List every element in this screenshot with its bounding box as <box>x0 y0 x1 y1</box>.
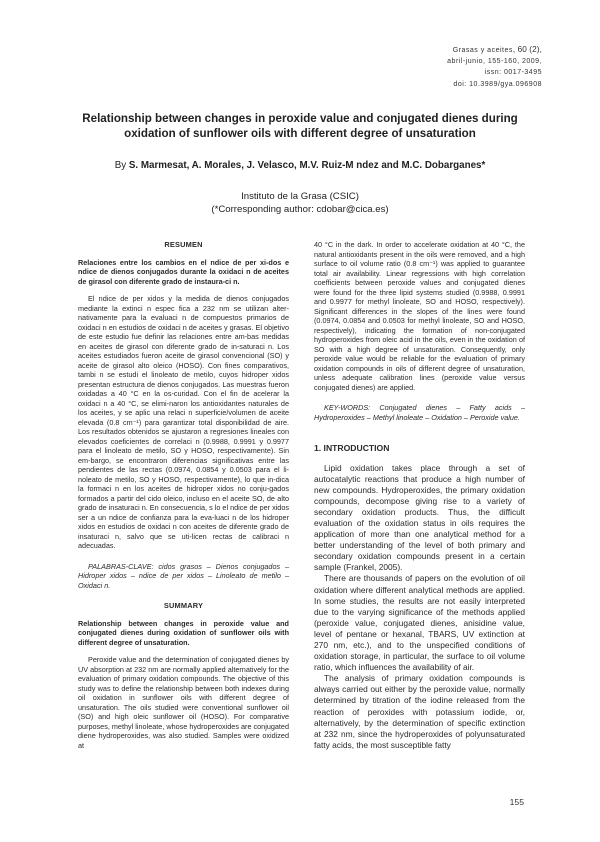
authors-names: S. Marmesat, A. Morales, J. Velasco, M.V. Ruiz-M ndez and M.C. Dobarganes* <box>128 160 486 171</box>
journal-doi: doi: 10.3989/gya.096908 <box>453 80 542 88</box>
journal-issue: abril-junio, 155-160, 2009, <box>447 58 542 66</box>
page-number: 155 <box>509 797 524 807</box>
resumen-body: El ndice de per xidos y la medida de dienos conjugados mediante la extinci n espec fica a 232 nm se utilizan alter-nativamente para la evaluaci n de compuestos primarios de oxidaci n en estudios de oxidaci n de aceites y grasas. El objetivo de este estudio fue definir las relaciones entre am-bas medidas en aceites de girasol con diferente grado de in-saturaci n. Los aceites estudiados fueron aceite de girasol convencional (SO) y aceite de girasol alto oleico (HOSO). Con fines comparativos, tambi n se estudi el linoleato de metilo, cuyos hidroper xidos presentan estructura de dienos conjugados. Las muestras fueron oxidadas a 40 °C en la os-curidad. Con el fin de acelerar la oxidaci n a 40 °C, se elimi-naron los antioxidantes naturales de los aceites, y se aplic una relaci n superficie/volumen de aceite elevada (0.8 cm⁻¹) para garantizar total disponibilidad de aire. Los resultados obtenidos se ajustaron a regresiones lineales con elevados coeficientes de correlaci n (0.9988, 0.9991 y 0.9977 para el linoleato de metilo, SO y HOSO, respectivamente). Sin em-bargo, se encontraron diferencias significativas entre las pendientes de las rectas (0.0974, 0.0854 y 0.0503 para el li-noleato de metilo, SO y HOSO, respectivamente), lo que in-dica la formaci n en los aceites de hidroper xidos no conju-gados formados a partir del cido oleico, incluso en el aceite SO, de alto grado de insaturaci n. En consecuencia, s lo el ndice de per xidos ser a un ndice de confianza para la eva-luaci n de los hidroper xidos en estudios de oxidaci n con aceites de diferente grado de insaturaci n, salvo que se uti-licen rectas de calibraci n adecuadas. <box>78 294 289 550</box>
corresponding-author: (*Corresponding author: cdobar@cica.es) <box>211 203 389 215</box>
paper-title: Relationship between changes in peroxide value and conjugated dienes during oxidation of sunflower oils with different degree of unsaturation <box>82 112 518 140</box>
authors <box>60 160 540 171</box>
summary-body-left: Peroxide value and the determination of conjugated dienes by UV absorption at 232 nm are normally applied alternatively for the evaluation of primary oxidation compounds. The objective of this study was to define the relationship between both indexes during oil oxidation in sunflower oils with different degree of unsaturation. The oils studied were conventional sunflower oil (SO) and high oleic sunflower oil (HOSO). For comparative purposes, methyl linoleate, whose hydroperoxides are conjugated diene hydroperoxides, was also studied. Samples were oxidized at <box>78 655 289 750</box>
introduction-paragraph: There are thousands of papers on the evolution of oil oxidation where different analytical methods are applied. In some studies, the results are not easily interpreted due to the varying significance of the methods applied (peroxide value, conjugated dienes, anisidine value, level of pentane or hexanal, TBARS, UV extinction at 270 nm, etc.), and to the unspecified conditions of oxidation storage, in particular, the surface to oil volume ratio, which influences the availability of air. <box>314 573 525 673</box>
introduction-paragraph: Lipid oxidation takes place through a set of autocatalytic reactions that produce a high number of new compounds. Hydroperoxides, the primary oxidation compounds, decompose giving rise to a variety of secondary oxidation products. Thus, the difficult evaluation of the oxidation status in oils requires the application of more than one analytical method for a better understanding of the level of both primary and secondary oxidation compounds present in a certain sample (Frankel, 2005). <box>314 462 525 573</box>
right-column <box>314 240 525 751</box>
authors-prefix: By <box>114 160 127 171</box>
journal-header: Grasas y aceites, 60 (2), abril-junio, 155-160, 2009, issn: 0017-3495 doi: 10.3989/gya.096908 <box>447 44 542 90</box>
summary-body-right: 40 °C in the dark. In order to accelerate oxidation at 40 °C, the natural antioxidants present in the oils were removed, and a high surface to oil volume ratio (0.8 cm⁻¹) was applied to guarantee total air availability. Linear regressions with high correlation coefficients between peroxide values and conjugated dienes were found for the three lipid systems studied (0.9988, 0.9991 and 0.9977 for methyl linoleate, SO and HOSO, respectively). Significant differences in the slopes of the lines were found (0.0974, 0.0854 and 0.0503 for methyl linoleate, SO and HOSO, respectively), indicating the formation of non-conjugated hydroperoxides from oleic acid in the oils, even in the oxidation of SO with a high degree of unsaturation. Consequently, only peroxide value would be reliable for the evaluation of primary oxidation compounds in oils of different degree of unsaturation, unless adequate calibration lines (peroxide value versus conjugated dienes) are applied. <box>314 240 525 392</box>
introduction-body <box>314 463 525 751</box>
resumen-keywords: PALABRAS-CLAVE: cidos grasos – Dienos conjugados – Hidroper xidos – ndice de per xidos – Linoleato de metilo – Oxidaci n. <box>78 561 289 590</box>
journal-name: Grasas y aceites <box>452 47 513 54</box>
affiliation <box>100 191 500 216</box>
introduction-paragraph: The analysis of primary oxidation compounds is always carried out either by the peroxide value, normally determined by titration of the iodine released from the reaction of peroxides with potassium iodide, or, alternatively, by the determination of specific extinction at 232 nm, since the hydroperoxides of polyunsaturated fatty acids, the most susceptible fatty <box>314 673 525 750</box>
introduction-heading: 1. INTRODUCTION <box>314 443 390 453</box>
journal-issn: issn: 0017-3495 <box>484 69 542 77</box>
journal-volume: 60 (2), <box>517 45 542 54</box>
resumen-heading: RESUMEN <box>164 240 203 249</box>
affiliation-institute: Instituto de la Grasa (CSIC) <box>241 191 359 202</box>
summary-title: Relationship between changes in peroxide value and conjugated dienes during oxidation of sunflower oils with different degree of unsaturation. <box>78 618 289 647</box>
summary-keywords: KEY-WORDS: Conjugated dienes – Fatty acids – Hydroperoxides – Methyl linoleate – Oxidation – Peroxide value. <box>314 403 525 422</box>
resumen-title: Relaciones entre los cambios en el ndice de per xi-dos e ndice de dienos conjugados durante la oxidaci n de aceites de girasol con diferente grado de instaura-ci n. <box>78 257 289 286</box>
left-column <box>78 240 289 750</box>
summary-heading: SUMMARY <box>163 601 204 610</box>
